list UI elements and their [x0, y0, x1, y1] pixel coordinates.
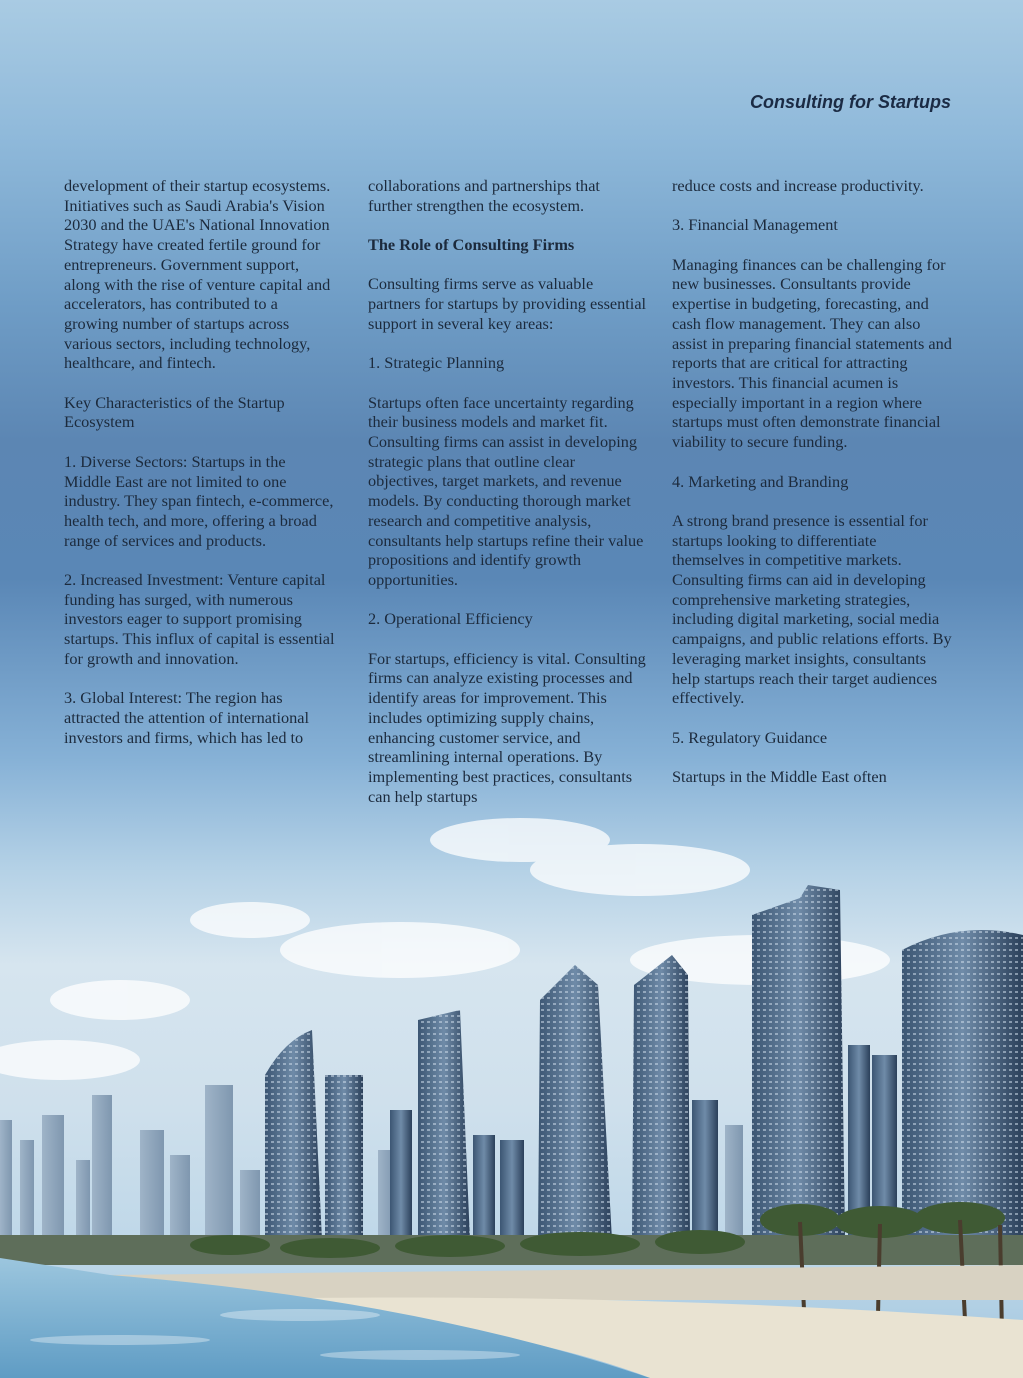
- paragraph: 2. Operational Efficiency: [368, 609, 533, 629]
- running-title: Consulting for Startups: [750, 92, 951, 112]
- paragraph: reduce costs and increase productivity.: [672, 176, 924, 195]
- text-column-3: [672, 176, 952, 806]
- paragraph: 5. Regulatory Guidance: [672, 727, 828, 747]
- paragraph: Consulting firms serve as valuable partners for startups by providing essential support in several key areas:: [368, 274, 647, 333]
- paragraph: 1. Diverse Sectors: Startups in the Middle East are not limited to one industry. They span fintech, e-commerce, health tech, and more, offering a broad range of services and products.: [64, 451, 334, 550]
- paragraph: 3. Financial Management: [672, 215, 838, 235]
- paragraph: 3. Global Interest: The region has attracted the attention of international investors and firms, which has led to: [64, 688, 310, 747]
- paragraph: Key Characteristics of the Startup Ecosystem: [64, 392, 285, 432]
- paragraph: Startups often face uncertainty regarding their business models and market fit. Consulting firms can assist in developing strategic plans that outline clear objectives, target markets, and revenue models. By conducting thorough market research and competitive analysis, consultants help startups refine their value propositions and identify growth opportunities.: [368, 392, 644, 589]
- paragraph: 4. Marketing and Branding: [672, 471, 849, 491]
- text-column-2: [368, 176, 648, 826]
- paragraph: 2. Increased Investment: Venture capital funding has surged, with numerous investors eager to support promising startups. This influx of capital is essential for growth and innovation.: [64, 570, 335, 668]
- paragraph: development of their startup ecosystems. Initiatives such as Saudi Arabia's Vision 2030 and the UAE's National Innovation Strategy have created fertile ground for entrepreneurs. Government support, along with the rise of venture capital and accelerators, has contributed to a growing number of startups across various sectors, including technology, healthcare, and fintech.: [64, 176, 331, 373]
- text-column-1: [64, 176, 336, 767]
- paragraph: Managing finances can be challenging for new businesses. Consultants provide expertise in budgeting, forecasting, and cash flow management. They can also assist in preparing financial statements and reports that are critical for attracting investors. This financial acumen is especially important in a region where startups must often demonstrate financial viability to secure funding.: [672, 254, 952, 452]
- paragraph: Startups in the Middle East often: [672, 767, 887, 786]
- paragraph: For startups, efficiency is vital. Consulting firms can analyze existing processes and identify areas for improvement. This includes optimizing supply chains, enhancing customer service, and streamlining internal operations. By implementing best practices, consultants can help startups: [368, 648, 646, 806]
- paragraph: collaborations and partnerships that further strengthen the ecosystem.: [368, 176, 600, 215]
- paragraph: 1. Strategic Planning: [368, 353, 505, 373]
- section-heading: The Role of Consulting Firms: [368, 235, 575, 255]
- paragraph: A strong brand presence is essential for startups looking to differentiate themselves in competitive markets. Consulting firms can aid in developing comprehensive marketing strategies, including digital marketing, social media campaigns, and public relations efforts. By leveraging market insights, consultants help startups reach their target audiences effectively.: [672, 510, 952, 708]
